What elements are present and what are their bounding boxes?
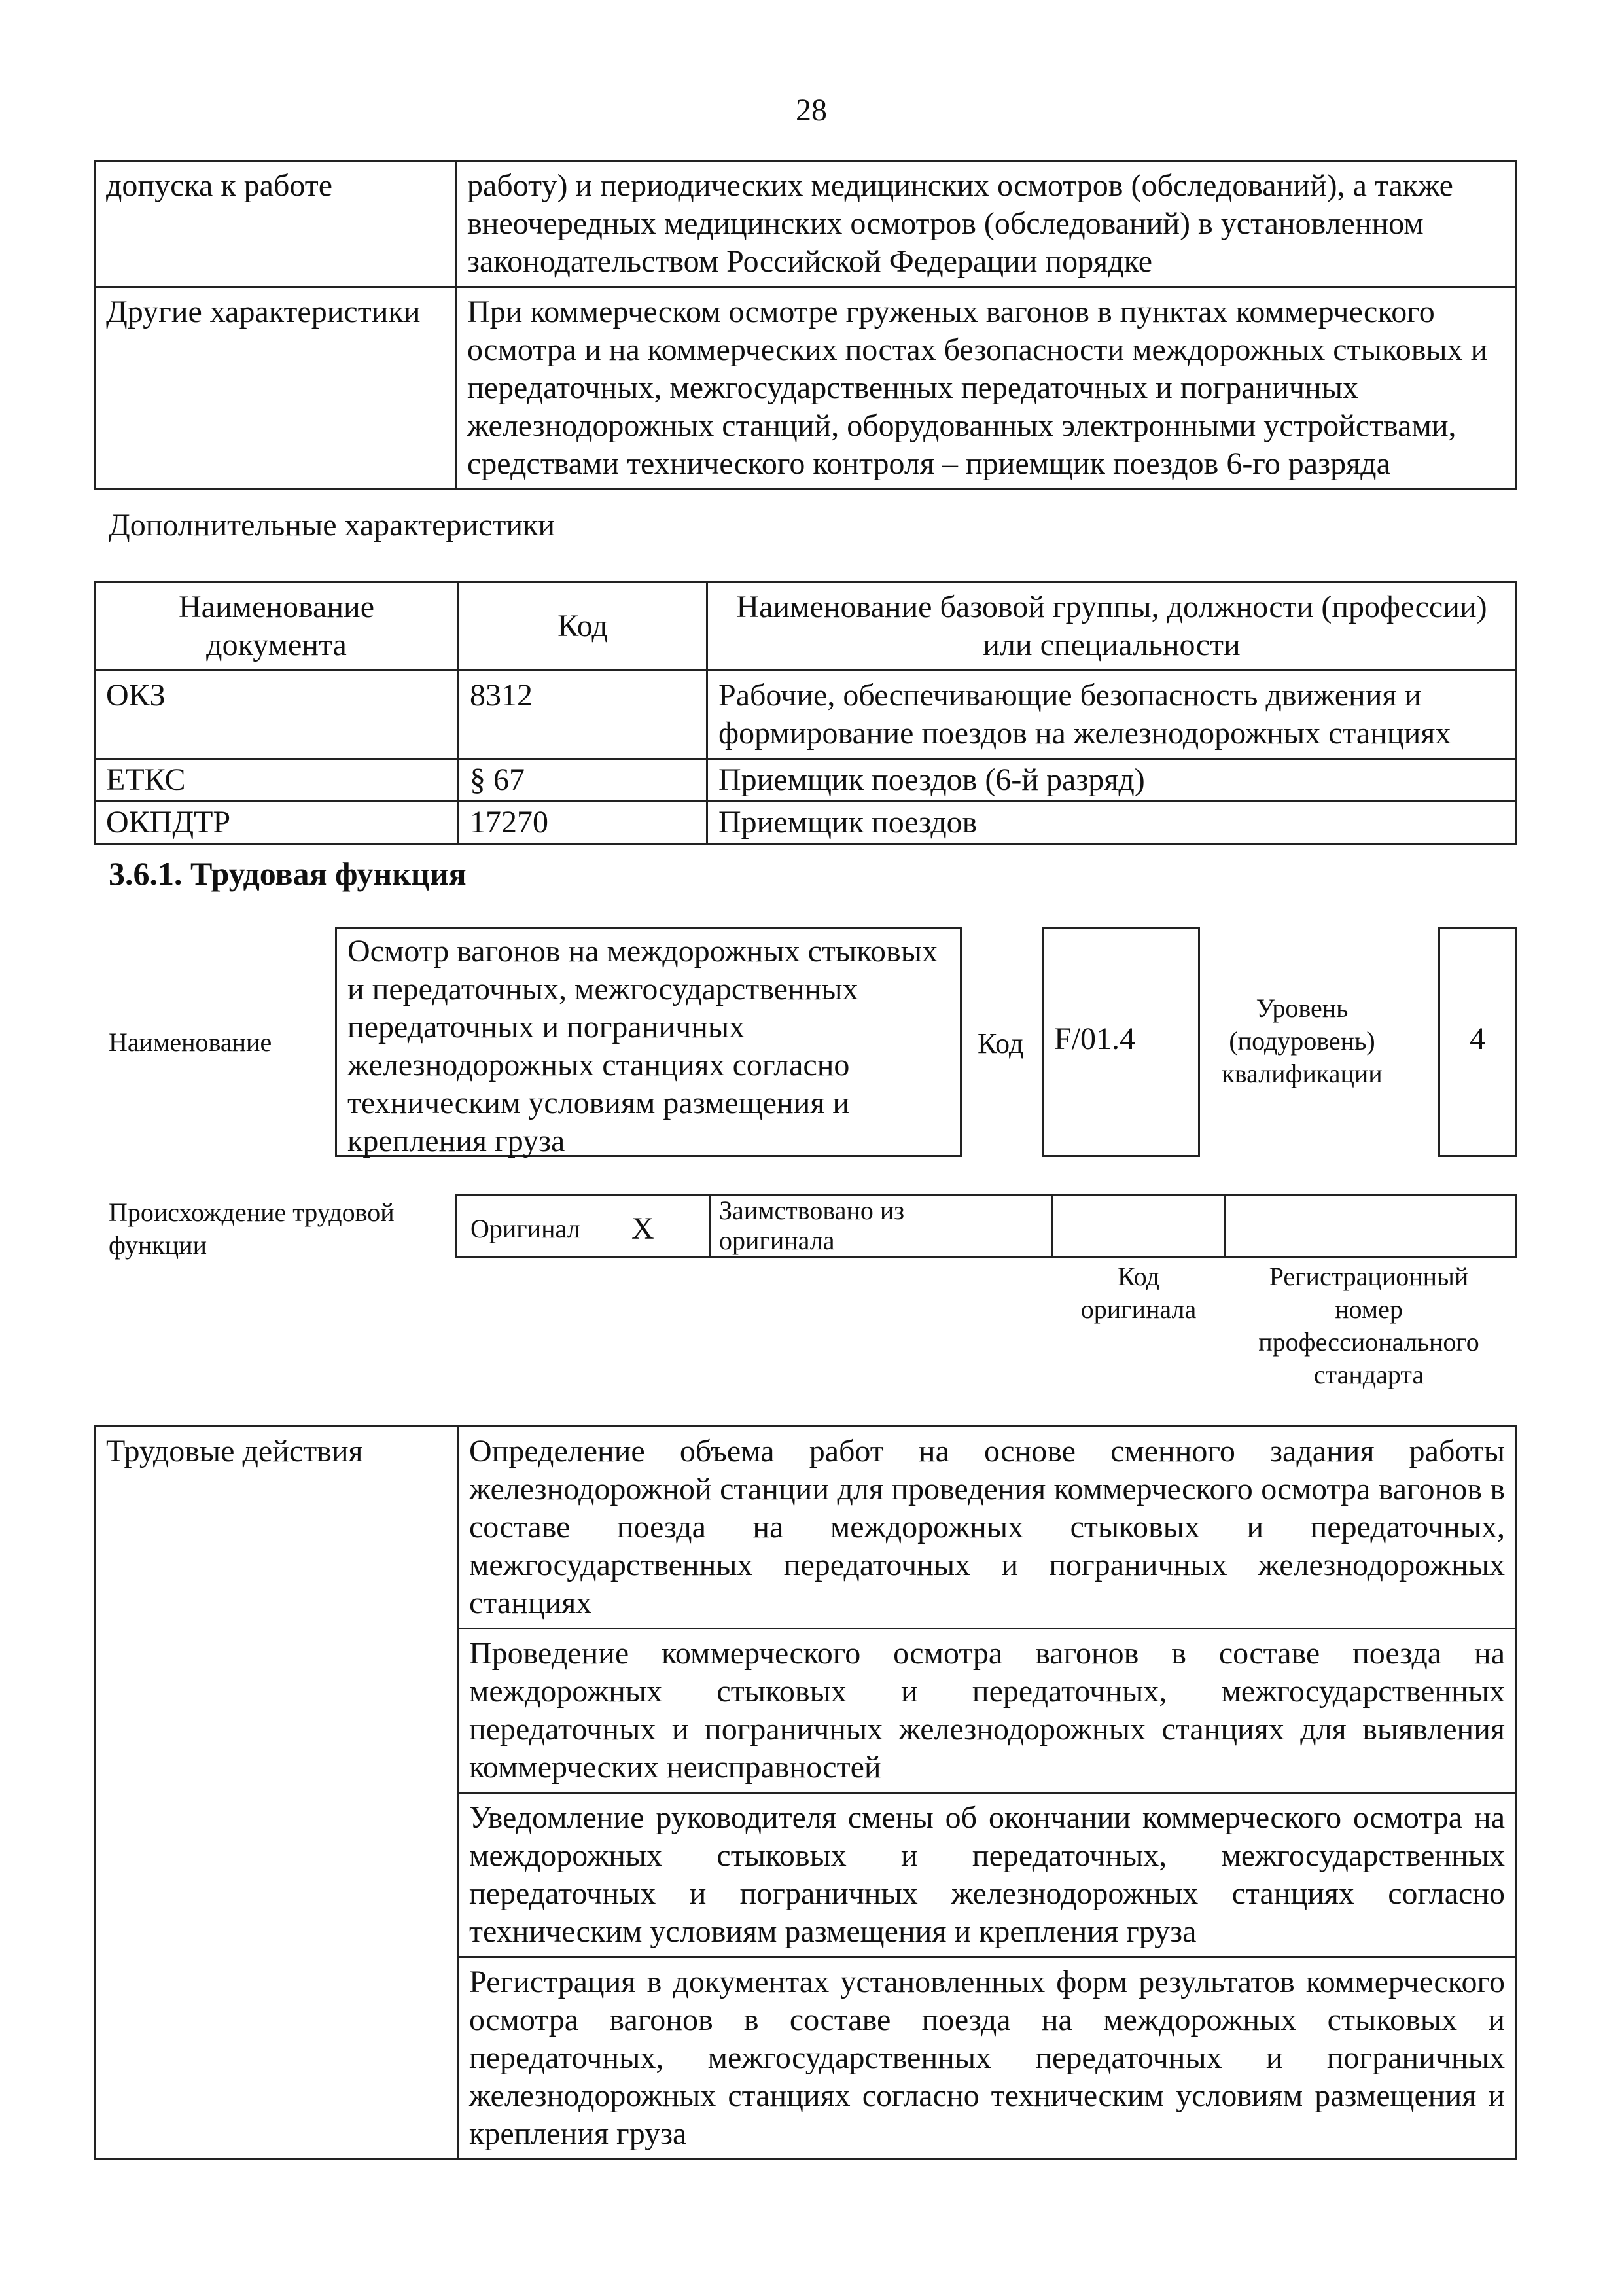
cell-code: § 67	[459, 759, 707, 802]
header-document: Наименование документа	[95, 582, 459, 671]
function-name-box	[335, 927, 962, 1157]
cell-code: 8312	[459, 671, 707, 759]
cell-code: 17270	[459, 802, 707, 844]
level-box	[1438, 927, 1517, 1157]
code-caption: Код оригинала	[1080, 1262, 1197, 1324]
cell-name: Приемщик поездов	[707, 802, 1517, 844]
actions-label: Трудовые действия	[95, 1427, 458, 2160]
original-label: Оригинал	[470, 1214, 580, 1243]
section-title: 3.6.1. Трудовая функция	[109, 855, 467, 892]
page-number: 28	[796, 93, 827, 128]
row-value: работу) и периодических медицинских осмотров (обследований), а также внеочередных медицинских осмотров (обследований) в установленном законодательством Российской Федерации порядке	[456, 161, 1517, 287]
origin-divider	[1224, 1196, 1226, 1256]
table-row	[95, 1427, 1517, 1629]
code-label: Код	[978, 1027, 1024, 1059]
cell-doc: ЕТКС	[95, 759, 459, 802]
original-mark: X	[631, 1211, 654, 1246]
borrowed-label: Заимствовано из оригинала	[719, 1196, 905, 1255]
action-item: Определение объема работ на основе сменного задания работы железнодорожной станции для проведения коммерческого осмотра вагонов в составе поезда на междорожных стыковых и передаточных, межгосударственных передаточных и пограничных железнодорожных станциях	[458, 1427, 1517, 1629]
top-table	[94, 160, 1517, 490]
row-label: допуска к работе	[95, 161, 456, 287]
header-code: Код	[459, 582, 707, 671]
table-row	[95, 802, 1517, 844]
row-value: При коммерческом осмотре груженых вагонов в пунктах коммерческого осмотра и на коммерческих постах безопасности междорожных стыковых и передаточных, межгосударственных передаточных и пограничных железнодорожных станций, оборудованных электронными устройствами, средствами технического контроля – приемщик поездов 6-го разряда	[456, 287, 1517, 489]
table-header-row	[95, 582, 1517, 671]
code-box	[1042, 927, 1200, 1157]
table-row	[95, 671, 1517, 759]
origin-label: Происхождение трудовой функции	[109, 1198, 395, 1260]
reg-caption: Регистрационный номер профессионального стандарта	[1258, 1262, 1479, 1389]
table-row	[95, 759, 1517, 802]
level-value: 4	[1470, 1022, 1485, 1056]
header-group: Наименование базовой группы, должности (профессии) или специальности	[707, 582, 1517, 671]
action-item: Уведомление руководителя смены об окончании коммерческого осмотра на междорожных стыковых и передаточных, межгосударственных передаточных и пограничных железнодорожных станциях согласно техническим условиям размещения и крепления груза	[458, 1793, 1517, 1957]
origin-divider	[709, 1196, 711, 1256]
additional-table	[94, 581, 1517, 845]
table-row	[95, 287, 1517, 489]
level-label: Уровень (подуровень) квалификации	[1222, 993, 1383, 1088]
table-row	[95, 161, 1517, 287]
origin-table	[455, 1194, 1517, 1258]
action-item: Проведение коммерческого осмотра вагонов в составе поезда на междорожных стыковых и передаточных, межгосударственных передаточных и пограничных железнодорожных станциях для выявления коммерческих неисправностей	[458, 1629, 1517, 1793]
actions-table	[94, 1425, 1517, 2160]
action-item: Регистрация в документах установленных форм результатов коммерческого осмотра вагонов в составе поезда на междорожных стыковых и передаточных, межгосударственных передаточных и пограничных железнодорожных станциях согласно техническим условиям размещения и крепления груза	[458, 1957, 1517, 2160]
additional-heading: Дополнительные характеристики	[109, 508, 556, 543]
cell-doc: ОКЗ	[95, 671, 459, 759]
cell-name: Приемщик поездов (6-й разряд)	[707, 759, 1517, 802]
cell-name: Рабочие, обеспечивающие безопасность движения и формирование поездов на железнодорожных станциях	[707, 671, 1517, 759]
row-label: Другие характеристики	[95, 287, 456, 489]
code-value: F/01.4	[1054, 1022, 1136, 1056]
origin-divider	[1051, 1196, 1053, 1256]
cell-doc: ОКПДТР	[95, 802, 459, 844]
function-name: Осмотр вагонов на междорожных стыковых и передаточных, межгосударственных передаточных и пограничных железнодорожных станциях согласно техническим условиям размещения и крепления груза	[347, 934, 938, 1158]
name-label: Наименование	[109, 1027, 272, 1057]
